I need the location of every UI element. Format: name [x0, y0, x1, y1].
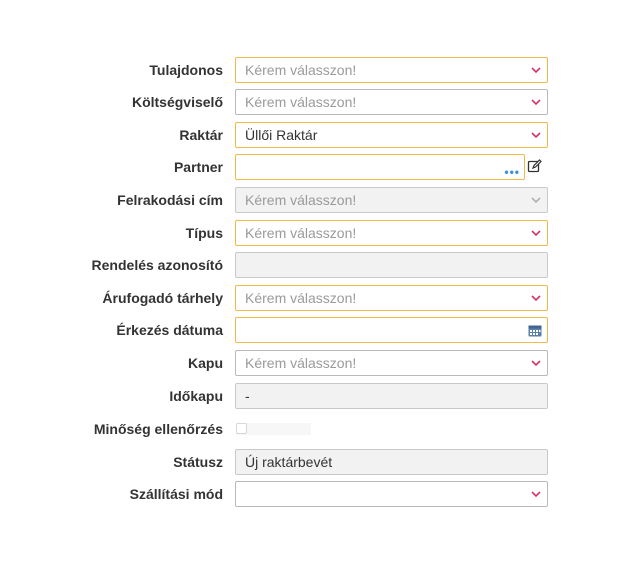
partner-input[interactable] — [235, 154, 525, 180]
receiving-location-select[interactable] — [235, 285, 548, 311]
gate-label: Kapu — [188, 355, 223, 371]
status-value: Új raktárbevét — [245, 454, 333, 470]
status-label: Státusz — [173, 454, 223, 470]
arrival-date-row — [0, 317, 639, 343]
gate-row — [0, 350, 639, 376]
chevron-down-icon — [530, 97, 542, 107]
owner-placeholder: Kérem válasszon! — [245, 62, 357, 78]
warehouse-label: Raktár — [179, 127, 223, 143]
cost-bearer-placeholder: Kérem válasszon! — [245, 94, 357, 110]
chevron-down-icon — [530, 228, 542, 238]
type-placeholder: Kérem válasszon! — [245, 225, 357, 241]
receiving-location-placeholder: Kérem válasszon! — [245, 290, 357, 306]
more-dots-icon[interactable]: ••• — [504, 165, 520, 179]
time-gate-value: - — [245, 388, 250, 404]
chevron-down-icon — [530, 489, 542, 499]
loading-address-placeholder: Kérem válasszon! — [245, 192, 357, 208]
owner-label: Tulajdonos — [149, 62, 223, 78]
cost-bearer-select[interactable] — [235, 89, 548, 115]
quality-check-track — [236, 423, 311, 435]
calendar-icon[interactable] — [528, 324, 542, 337]
loading-address-label: Felrakodási cím — [117, 192, 223, 208]
time-gate-label: Időkapu — [169, 388, 223, 404]
type-select[interactable] — [235, 220, 548, 246]
chevron-down-icon — [530, 358, 542, 368]
gate-placeholder: Kérem válasszon! — [245, 355, 357, 371]
owner-row — [0, 57, 639, 83]
arrival-date-label: Érkezés dátuma — [116, 322, 223, 338]
partner-label: Partner — [173, 159, 223, 175]
status-field[interactable] — [235, 449, 548, 475]
cost-bearer-row — [0, 89, 639, 115]
status-row — [0, 449, 639, 475]
shipping-method-row — [0, 481, 639, 507]
chevron-down-icon — [530, 65, 542, 75]
loading-address-row — [0, 187, 639, 213]
quality-check-row — [0, 416, 639, 442]
loading-address-select[interactable] — [235, 187, 548, 213]
chevron-down-icon — [530, 195, 542, 205]
quality-check-label: Minőség ellenőrzés — [93, 421, 223, 437]
warehouse-select[interactable] — [235, 122, 548, 148]
edit-icon[interactable] — [527, 159, 542, 174]
type-row — [0, 220, 639, 246]
time-gate-field[interactable] — [235, 383, 548, 409]
warehouse-value: Üllői Raktár — [245, 127, 318, 143]
shipping-method-label: Szállítási mód — [129, 486, 223, 502]
gate-select[interactable] — [235, 350, 548, 376]
arrival-date-input[interactable] — [235, 317, 548, 343]
order-id-row — [0, 252, 639, 278]
chevron-down-icon — [530, 293, 542, 303]
order-id-label: Rendelés azonosító — [91, 257, 223, 273]
cost-bearer-label: Költségviselő — [131, 94, 223, 110]
chevron-down-icon — [530, 130, 542, 140]
partner-row — [0, 154, 639, 180]
receiving-location-row — [0, 285, 639, 311]
order-id-field[interactable] — [235, 252, 548, 278]
receiving-location-label: Árufogadó tárhely — [102, 290, 223, 306]
shipping-method-select[interactable] — [235, 481, 548, 507]
warehouse-row — [0, 122, 639, 148]
quality-check-checkbox[interactable] — [236, 423, 247, 434]
owner-select[interactable] — [235, 57, 548, 83]
type-label: Típus — [185, 225, 223, 241]
time-gate-row — [0, 383, 639, 409]
